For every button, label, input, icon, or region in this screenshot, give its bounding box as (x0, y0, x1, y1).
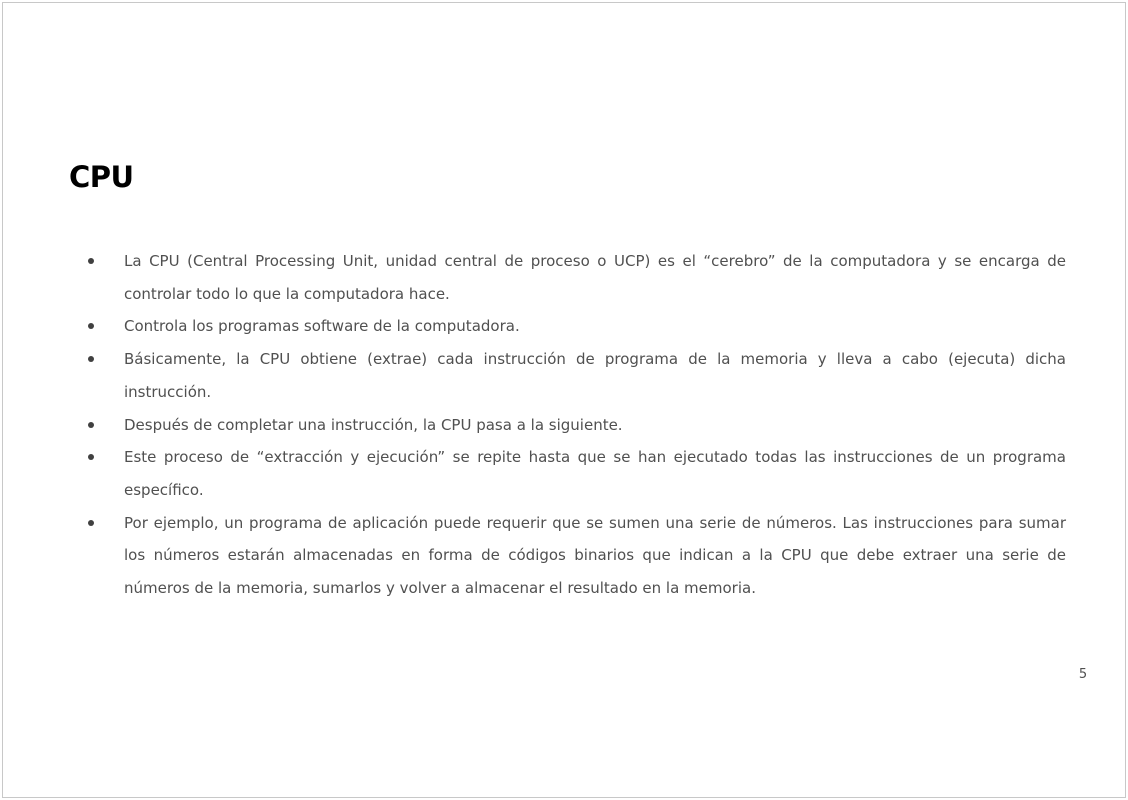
bullet-item (86, 343, 1066, 408)
bullet-dot-icon (88, 520, 94, 526)
bullet-dot-icon (88, 422, 94, 428)
bullet-item (86, 409, 1066, 442)
bullet-text: La CPU (Central Processing Unit, unidad central de proceso o UCP) es el “cerebro” de la computadora y se encarga de controlar todo lo que la computadora hace. (124, 252, 1066, 303)
bullet-dot-icon (88, 323, 94, 329)
bullet-item (86, 310, 1066, 343)
bullet-item (86, 507, 1066, 605)
bullet-dot-icon (88, 454, 94, 460)
slide-title: CPU (69, 160, 134, 194)
bullet-list (86, 245, 1066, 605)
slide-page (2, 2, 1126, 798)
bullet-item (86, 245, 1066, 310)
bullet-dot-icon (88, 258, 94, 264)
bullet-text: Después de completar una instrucción, la CPU pasa a la siguiente. (124, 415, 623, 434)
bullet-text: Básicamente, la CPU obtiene (extrae) cada instrucción de programa de la memoria y lleva a cabo (ejecuta) dicha instrucción. (124, 350, 1066, 401)
page-number: 5 (1078, 667, 1088, 682)
bullet-text: Controla los programas software de la computadora. (124, 317, 520, 336)
bullet-text: Este proceso de “extracción y ejecución” se repite hasta que se han ejecutado todas las instrucciones de un programa específico. (124, 448, 1066, 499)
bullet-item (86, 441, 1066, 506)
bullet-dot-icon (88, 356, 94, 362)
bullet-text: Por ejemplo, un programa de aplicación puede requerir que se sumen una serie de números. Las instrucciones para sumar los números estarán almacenadas en forma de códigos binarios que indican a la CPU que debe extraer una serie de números de la memoria, sumarlos y volver a almacenar el resultado en la memoria. (124, 513, 1066, 598)
